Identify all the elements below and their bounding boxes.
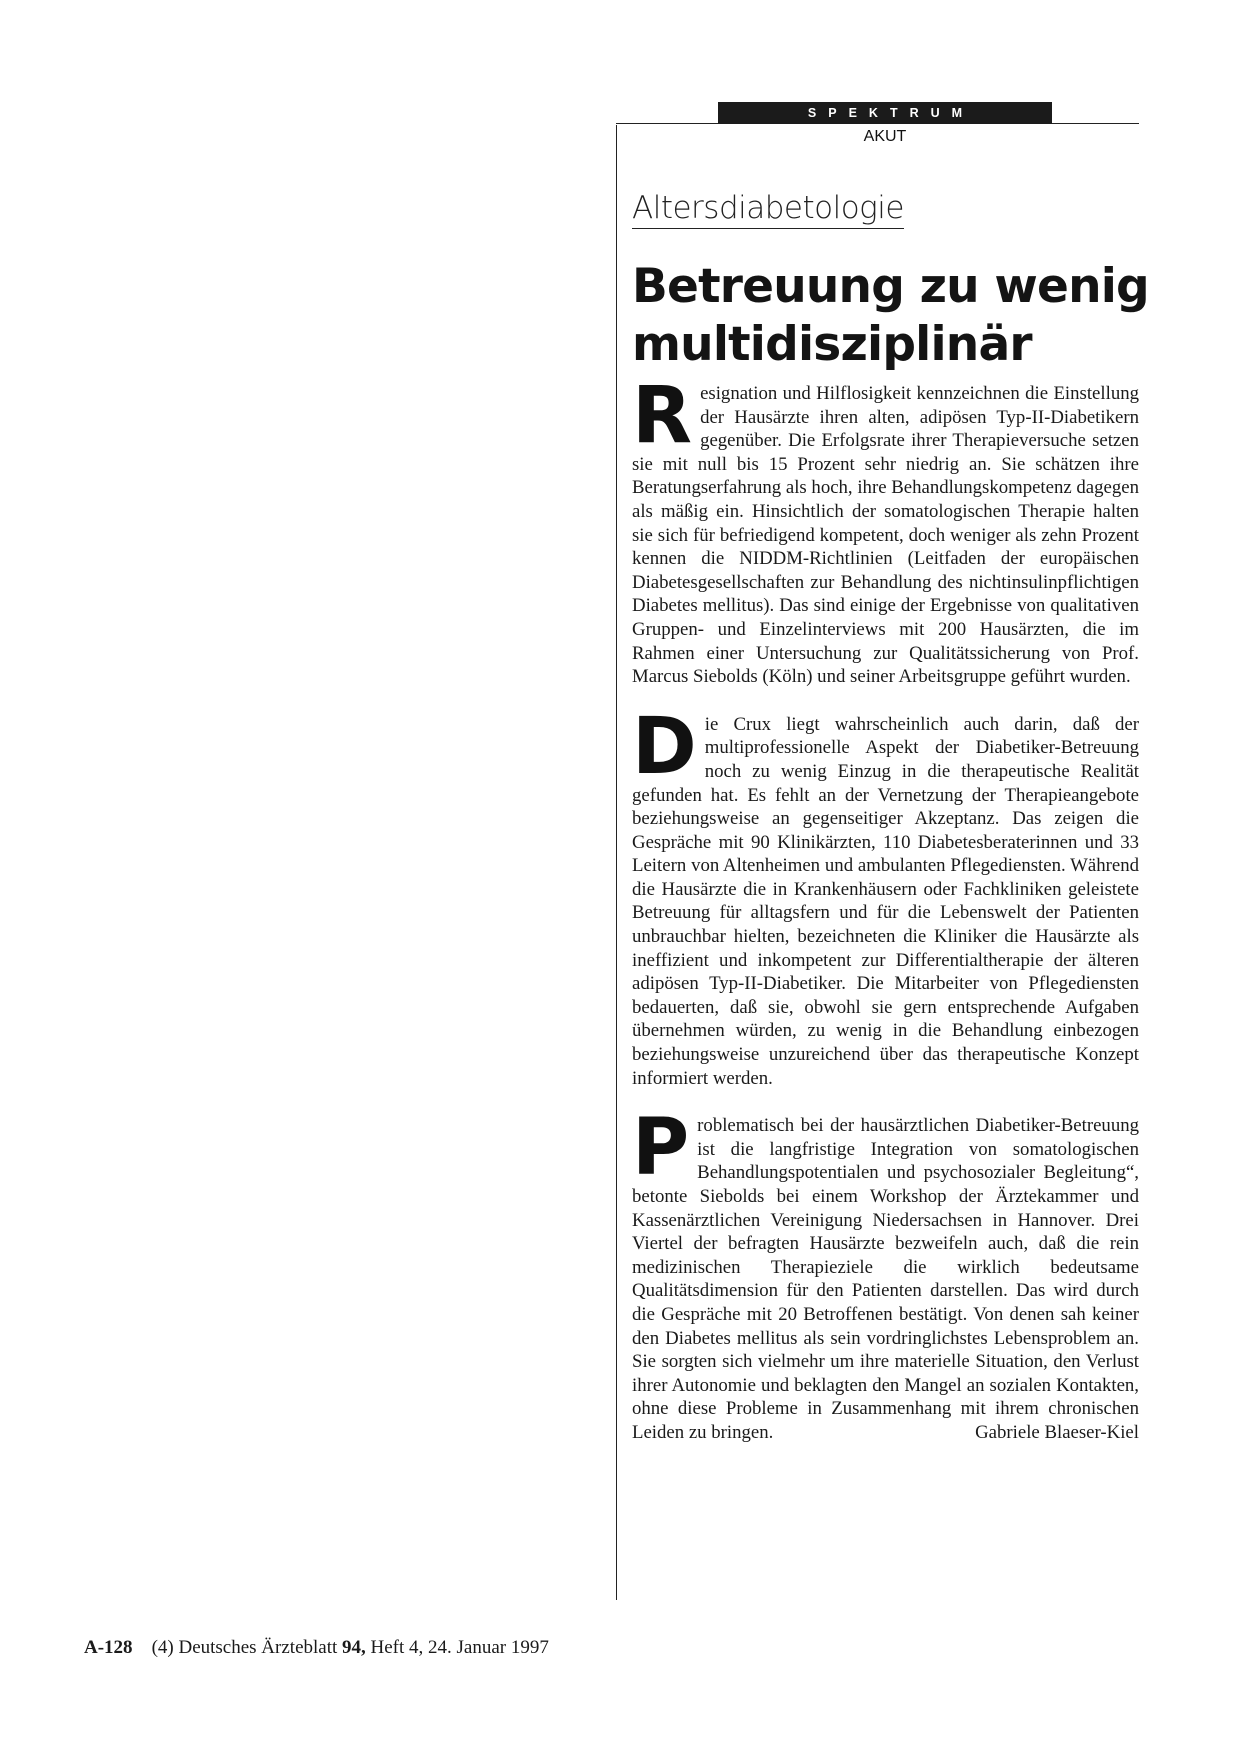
page-number: A-128 <box>84 1637 133 1658</box>
drop-cap: D <box>632 701 697 792</box>
article-headline: Betreuung zu wenig multidisziplinär <box>632 259 1149 372</box>
drop-cap: P <box>632 1103 690 1194</box>
paragraph-text: esignation und Hilflosigkeit kennzeichnen die Einstellung der Hausärzte ihren alten, adipösen Typ-II-Diabetikern gegenüber. Die Erfolgsrate ihrer Therapieversuche setzen sie mit null bis 15 Prozent sehr niedrig an. Sie schätzen ihre Beratungserfahrung als hoch, ihre Behandlungskompetenz dagegen als mäßig ein. Hinsichtlich der somatologischen Therapie halten sie sich für befriedigend kompetent, doch weniger als zehn Prozent kennen die NIDDM-Richtlinien (Leitfaden der europäischen Diabetesgesellschaften zur Behandlung des nichtinsulinpflichtigen Diabetes mellitus). Das sind einige der Ergebnisse von qualitativen Gruppen- und Einzelinterviews mit 200 Hausärzten, die im Rahmen einer Untersuchung zur Qualitätssicherung von Prof. Marcus Siebolds (Köln) und seiner Arbeitsgruppe geführt wurden. <box>632 383 1139 688</box>
paragraph-2 <box>632 701 1139 1091</box>
column-divider-vertical <box>616 125 617 1600</box>
paragraph-3 <box>632 1103 1139 1444</box>
article-kicker: Altersdiabetologie <box>632 190 904 229</box>
paragraph-1 <box>632 371 1139 689</box>
section-label: AKUT <box>863 128 907 145</box>
paragraph-text: roblematisch bei der hausärztlichen Diabetiker-Betreuung ist die langfristige Integration von somatologischen Behandlungspotentialen und psychosozialer Begleitung“, betonte Siebolds bei einem Workshop der Ärztekammer und Kassenärztlichen Vereinigung Niedersachsen in Hannover. Drei Viertel der befragten Hausärzte bezweifeln auch, daß die rein medizinischen Therapieziele die wirklich bedeutsame Qualitätsdimension für den Patienten darstellen. Das wird durch die Gespräche mit 20 Betroffenen bestätigt. Von denen sah keiner den Diabetes mellitus als sein vordringlichstes Lebensproblem an. Sie sorgten sich vielmehr um ihre materielle Situation, den Verlust ihrer Autonomie und beklagten den Mangel an sozialen Kontakten, ohne diese Probleme in Zusammenhang mit ihrem chronischen Leiden zu bringen. <box>632 1115 1139 1443</box>
paragraph-text: ie Crux liegt wahrscheinlich auch darin, daß der multiprofessionelle Aspekt der Diabetiker-Betreuung noch zu wenig Einzug in die therapeutische Realität gefunden hat. Es fehlt an der Vernetzung der Therapieangebote beziehungsweise an gegenseitiger Akzeptanz. Das zeigen die Gespräche mit 90 Klinikärzten, 110 Diabetesberaterinnen und 33 Leitern von Altenheimen und ambulanten Pflegediensten. Während die Hausärzte die in Krankenhäusern oder Fachkliniken geleistete Betreuung für alltagsfern und für die Lebenswelt der Patienten unbrauchbar hielten, bezeichneten die Kliniker die Hausärzte als ineffizient und inkompetent zur Differentialtherapie der älteren adipösen Typ-II-Diabetiker. Die Mitarbeiter von Pflegediensten bedauerten, daß sie, obwohl sie gern entsprechende Aufgaben übernehmen würden, zu wenig in die Behandlung einbezogen beziehungsweise unzureichend über das therapeutische Konzept informiert werden. <box>632 713 1139 1089</box>
page-footer <box>84 1637 549 1659</box>
drop-cap: R <box>632 371 693 461</box>
article-body <box>632 371 1139 1469</box>
issue-date: Heft 4, 24. Januar 1997 <box>370 1637 549 1658</box>
volume-number: 94, <box>342 1637 366 1658</box>
spektrum-banner: SPEKTRUM <box>718 102 1052 124</box>
author-signature: Gabriele Blaeser-Kiel <box>975 1421 1139 1443</box>
issue-prefix: (4) Deutsches Ärzteblatt <box>151 1637 338 1658</box>
